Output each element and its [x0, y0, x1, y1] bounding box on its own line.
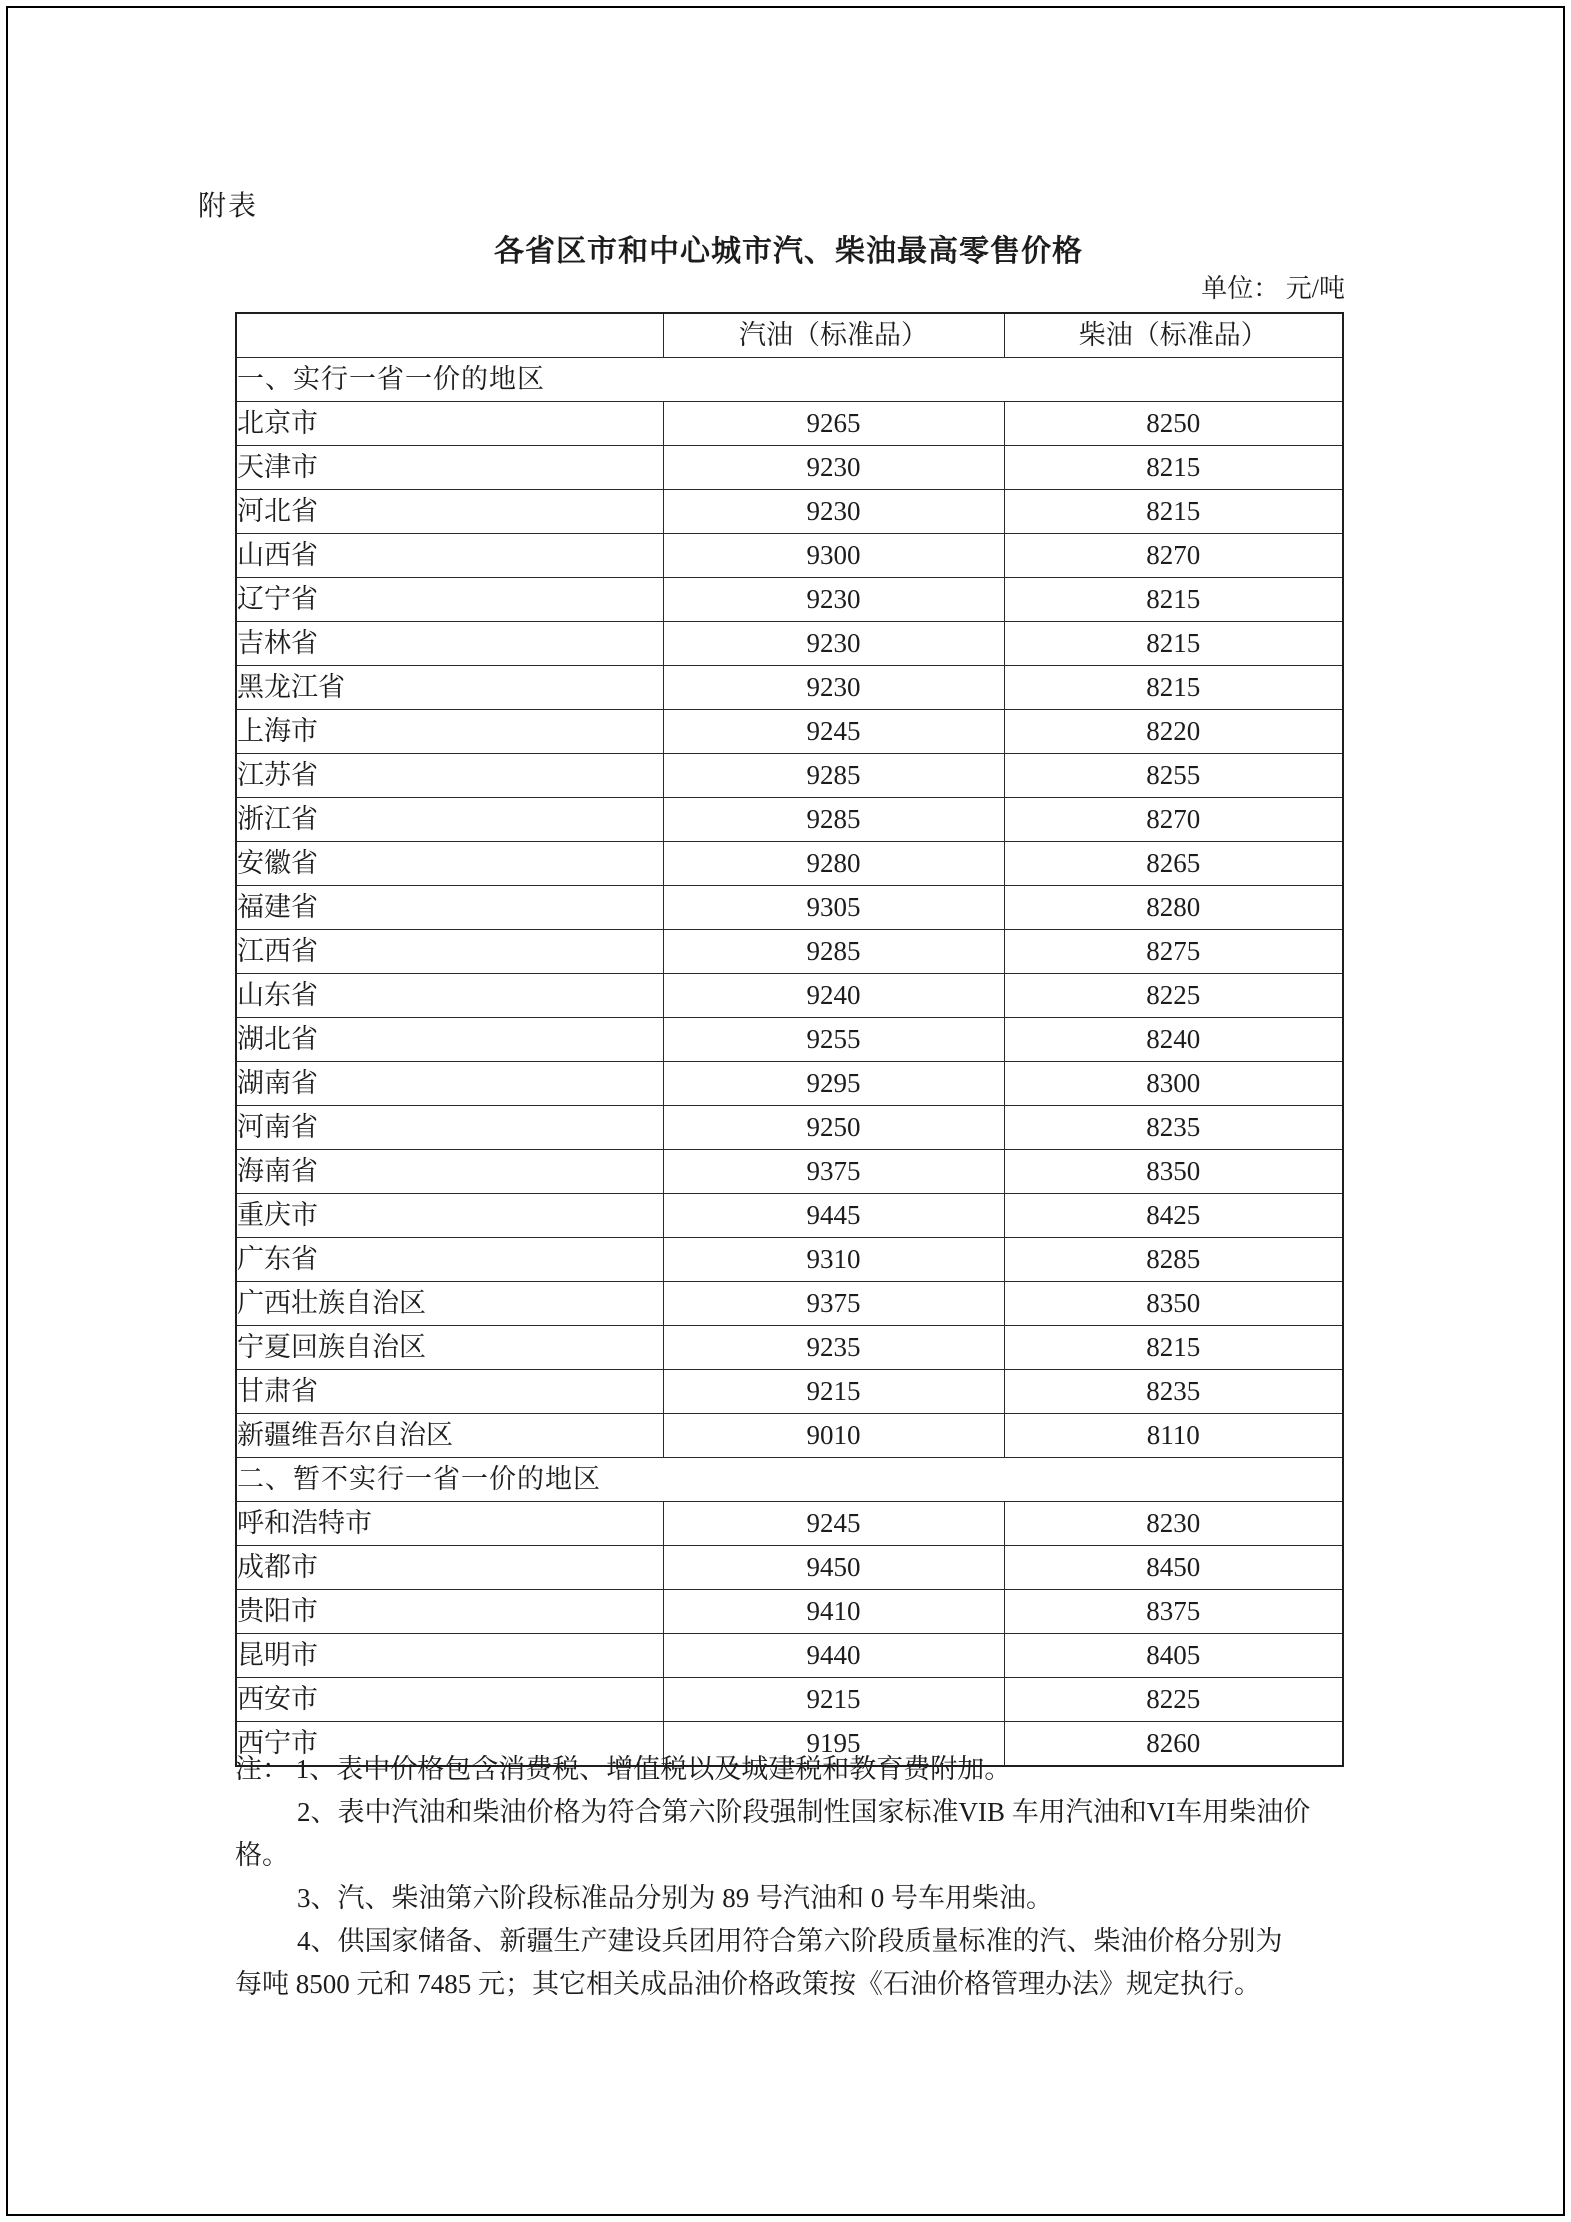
diesel-price-cell: 8280	[1004, 886, 1343, 930]
region-cell: 西宁市	[236, 1722, 663, 1767]
region-cell: 山西省	[236, 534, 663, 578]
diesel-price-cell: 8425	[1004, 1194, 1343, 1238]
region-cell: 江西省	[236, 930, 663, 974]
table-row	[236, 886, 1343, 930]
gasoline-price-cell: 9195	[663, 1722, 1004, 1767]
diesel-price-cell: 8215	[1004, 1326, 1343, 1370]
gasoline-price-cell: 9310	[663, 1238, 1004, 1282]
table-row	[236, 1282, 1343, 1326]
gasoline-price-cell: 9215	[663, 1678, 1004, 1722]
table-body	[236, 358, 1343, 1767]
diesel-price-cell: 8215	[1004, 490, 1343, 534]
diesel-price-cell: 8110	[1004, 1414, 1343, 1458]
section-header-cell: 二、暂不实行一省一价的地区	[236, 1458, 1343, 1502]
gasoline-price-cell: 9265	[663, 402, 1004, 446]
region-cell: 甘肃省	[236, 1370, 663, 1414]
table-row	[236, 1546, 1343, 1590]
table-row	[236, 930, 1343, 974]
gasoline-price-cell: 9440	[663, 1634, 1004, 1678]
region-cell: 宁夏回族自治区	[236, 1326, 663, 1370]
region-cell: 山东省	[236, 974, 663, 1018]
table-row	[236, 1370, 1343, 1414]
table-row	[236, 1194, 1343, 1238]
region-cell: 昆明市	[236, 1634, 663, 1678]
table-row	[236, 666, 1343, 710]
table-row	[236, 402, 1343, 446]
diesel-price-cell: 8275	[1004, 930, 1343, 974]
gasoline-price-cell: 9410	[663, 1590, 1004, 1634]
note-line: 每吨 8500 元和 7485 元；其它相关成品油价格政策按《石油价格管理办法》规定执行。	[235, 1969, 1261, 1999]
gasoline-price-cell: 9255	[663, 1018, 1004, 1062]
diesel-price-cell: 8235	[1004, 1370, 1343, 1414]
diesel-price-cell: 8225	[1004, 1678, 1343, 1722]
region-cell: 贵阳市	[236, 1590, 663, 1634]
note-line: 4、供国家储备、新疆生产建设兵团用符合第六阶段质量标准的汽、柴油价格分别为	[297, 1926, 1283, 1956]
gasoline-price-cell: 9010	[663, 1414, 1004, 1458]
column-header-region	[236, 313, 663, 358]
column-header-diesel: 柴油（标准品）	[1004, 313, 1343, 358]
gasoline-price-cell: 9285	[663, 798, 1004, 842]
gasoline-price-cell: 9245	[663, 1502, 1004, 1546]
diesel-price-cell: 8260	[1004, 1722, 1343, 1767]
table-row	[236, 534, 1343, 578]
gasoline-price-cell: 9285	[663, 930, 1004, 974]
table-row	[236, 1238, 1343, 1282]
table-row	[236, 1062, 1343, 1106]
note-line: 格。	[235, 1840, 289, 1870]
diesel-price-cell: 8350	[1004, 1282, 1343, 1326]
region-cell: 吉林省	[236, 622, 663, 666]
unit-label: 单位： 元/吨	[1201, 274, 1345, 303]
price-table	[235, 312, 1344, 1767]
diesel-price-cell: 8405	[1004, 1634, 1343, 1678]
diesel-price-cell: 8285	[1004, 1238, 1343, 1282]
table-row	[236, 578, 1343, 622]
region-cell: 湖北省	[236, 1018, 663, 1062]
gasoline-price-cell: 9230	[663, 446, 1004, 490]
column-header-gasoline: 汽油（标准品）	[663, 313, 1004, 358]
diesel-price-cell: 8270	[1004, 534, 1343, 578]
note-line: 3、汽、柴油第六阶段标准品分别为 89 号汽油和 0 号车用柴油。	[297, 1883, 1053, 1913]
diesel-price-cell: 8240	[1004, 1018, 1343, 1062]
diesel-price-cell: 8300	[1004, 1062, 1343, 1106]
gasoline-price-cell: 9295	[663, 1062, 1004, 1106]
gasoline-price-cell: 9375	[663, 1282, 1004, 1326]
diesel-price-cell: 8220	[1004, 710, 1343, 754]
diesel-price-cell: 8375	[1004, 1590, 1343, 1634]
header-row	[236, 313, 1343, 358]
section-header-row	[236, 1458, 1343, 1502]
table-row	[236, 1018, 1343, 1062]
table-header	[236, 313, 1343, 358]
note-line: 注： 1、表中价格包含消费税、增值税以及城建税和教育费附加。	[235, 1754, 1012, 1784]
gasoline-price-cell: 9305	[663, 886, 1004, 930]
diesel-price-cell: 8250	[1004, 402, 1343, 446]
gasoline-price-cell: 9230	[663, 622, 1004, 666]
section-header-cell: 一、实行一省一价的地区	[236, 358, 1343, 402]
table-row	[236, 490, 1343, 534]
gasoline-price-cell: 9285	[663, 754, 1004, 798]
region-cell: 上海市	[236, 710, 663, 754]
gasoline-price-cell: 9280	[663, 842, 1004, 886]
region-cell: 辽宁省	[236, 578, 663, 622]
gasoline-price-cell: 9240	[663, 974, 1004, 1018]
region-cell: 西安市	[236, 1678, 663, 1722]
diesel-price-cell: 8215	[1004, 578, 1343, 622]
table-row	[236, 798, 1343, 842]
region-cell: 呼和浩特市	[236, 1502, 663, 1546]
section-header-row	[236, 358, 1343, 402]
region-cell: 河南省	[236, 1106, 663, 1150]
table-row	[236, 1678, 1343, 1722]
diesel-price-cell: 8225	[1004, 974, 1343, 1018]
diesel-price-cell: 8265	[1004, 842, 1343, 886]
region-cell: 湖南省	[236, 1062, 663, 1106]
diesel-price-cell: 8450	[1004, 1546, 1343, 1590]
diesel-price-cell: 8215	[1004, 666, 1343, 710]
region-cell: 成都市	[236, 1546, 663, 1590]
region-cell: 新疆维吾尔自治区	[236, 1414, 663, 1458]
region-cell: 福建省	[236, 886, 663, 930]
diesel-price-cell: 8235	[1004, 1106, 1343, 1150]
region-cell: 重庆市	[236, 1194, 663, 1238]
diesel-price-cell: 8270	[1004, 798, 1343, 842]
gasoline-price-cell: 9250	[663, 1106, 1004, 1150]
region-cell: 海南省	[236, 1150, 663, 1194]
gasoline-price-cell: 9300	[663, 534, 1004, 578]
region-cell: 河北省	[236, 490, 663, 534]
table-row	[236, 1106, 1343, 1150]
table-row	[236, 974, 1343, 1018]
region-cell: 浙江省	[236, 798, 663, 842]
gasoline-price-cell: 9235	[663, 1326, 1004, 1370]
diesel-price-cell: 8350	[1004, 1150, 1343, 1194]
note-line: 2、表中汽油和柴油价格为符合第六阶段强制性国家标准VIB 车用汽油和VI车用柴油价	[297, 1797, 1311, 1827]
gasoline-price-cell: 9230	[663, 666, 1004, 710]
table-row	[236, 754, 1343, 798]
region-cell: 广东省	[236, 1238, 663, 1282]
table-row	[236, 1150, 1343, 1194]
table-row	[236, 1326, 1343, 1370]
region-cell: 江苏省	[236, 754, 663, 798]
page-title: 各省区市和中心城市汽、柴油最高零售价格	[494, 235, 1083, 268]
table-row	[236, 446, 1343, 490]
diesel-price-cell: 8255	[1004, 754, 1343, 798]
table-row	[236, 710, 1343, 754]
gasoline-price-cell: 9230	[663, 490, 1004, 534]
gasoline-price-cell: 9230	[663, 578, 1004, 622]
table-row	[236, 622, 1343, 666]
gasoline-price-cell: 9215	[663, 1370, 1004, 1414]
table-row	[236, 1414, 1343, 1458]
diesel-price-cell: 8215	[1004, 622, 1343, 666]
region-cell: 广西壮族自治区	[236, 1282, 663, 1326]
table-row	[236, 1590, 1343, 1634]
region-cell: 北京市	[236, 402, 663, 446]
diesel-price-cell: 8215	[1004, 446, 1343, 490]
notes	[235, 1748, 1353, 2006]
region-cell: 安徽省	[236, 842, 663, 886]
gasoline-price-cell: 9450	[663, 1546, 1004, 1590]
gasoline-price-cell: 9445	[663, 1194, 1004, 1238]
region-cell: 黑龙江省	[236, 666, 663, 710]
diesel-price-cell: 8230	[1004, 1502, 1343, 1546]
table-row	[236, 1634, 1343, 1678]
appendix-label: 附表	[198, 191, 259, 222]
gasoline-price-cell: 9245	[663, 710, 1004, 754]
table-row	[236, 842, 1343, 886]
gasoline-price-cell: 9375	[663, 1150, 1004, 1194]
region-cell: 天津市	[236, 446, 663, 490]
table-row	[236, 1502, 1343, 1546]
